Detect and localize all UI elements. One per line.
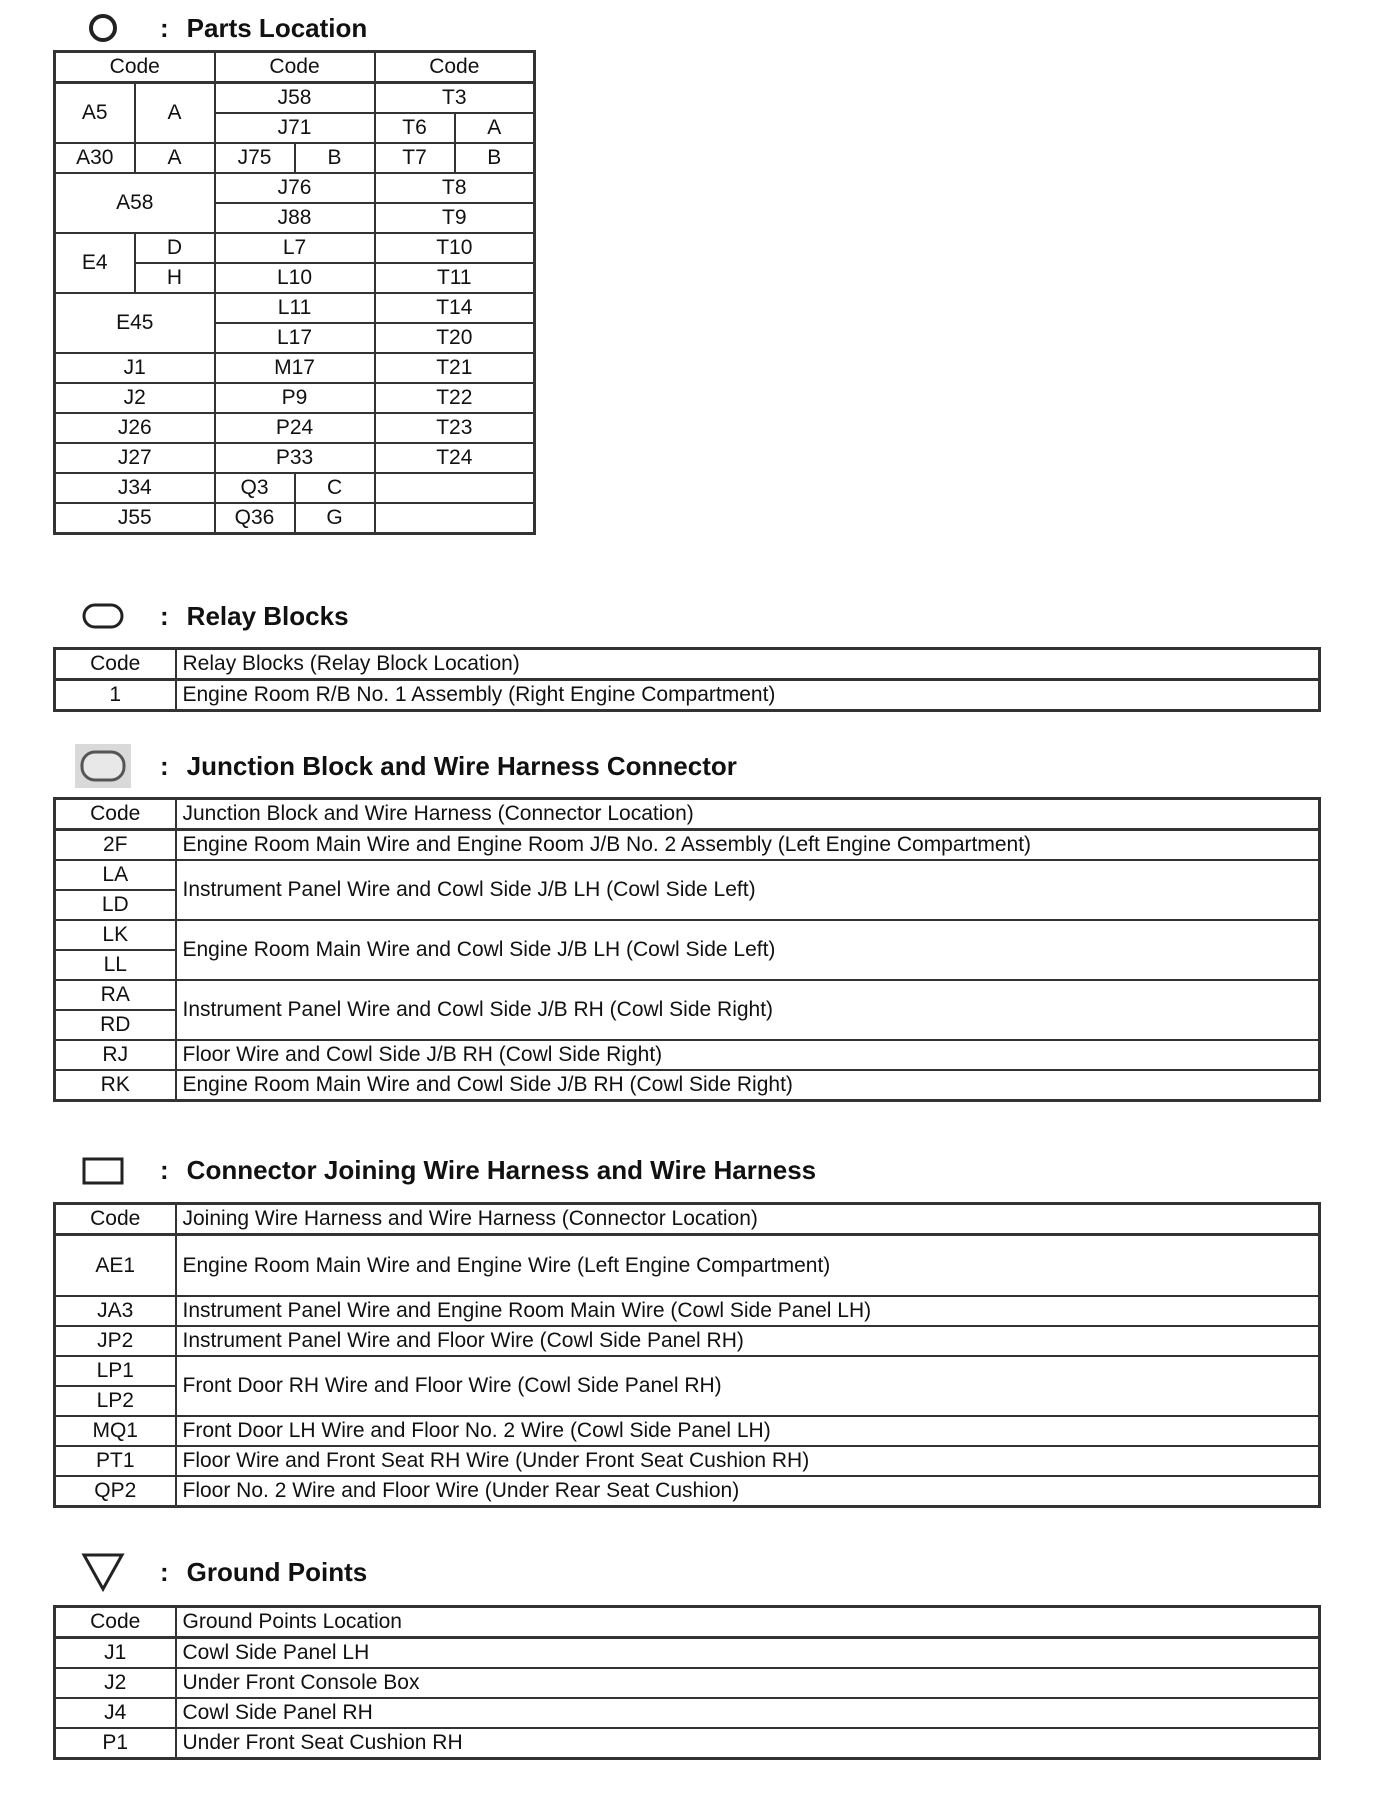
table-row xyxy=(55,1235,1320,1297)
location-cell: Engine Room Main Wire and Cowl Side J/B LH (Cowl Side Left) xyxy=(176,920,1320,980)
location-cell: Instrument Panel Wire and Cowl Side J/B LH (Cowl Side Left) xyxy=(176,860,1320,920)
table-row xyxy=(55,173,535,203)
code-cell: M17 xyxy=(215,353,375,383)
rectangle-icon xyxy=(74,1150,132,1190)
table-row xyxy=(55,413,535,443)
connector-joining-table xyxy=(53,1202,1321,1508)
location-cell: Instrument Panel Wire and Floor Wire (Cowl Side Panel RH) xyxy=(176,1326,1320,1356)
code-cell: J2 xyxy=(55,383,215,413)
code-cell: J71 xyxy=(215,113,375,143)
table-row xyxy=(55,1638,1320,1669)
code-cell: T11 xyxy=(375,263,535,293)
code-cell: RJ xyxy=(55,1040,176,1070)
code-cell: Q36 xyxy=(215,503,295,534)
location-cell: Cowl Side Panel LH xyxy=(176,1638,1320,1669)
table-row xyxy=(55,830,1320,861)
table-header-row xyxy=(55,649,1320,680)
location-cell: Floor Wire and Cowl Side J/B RH (Cowl Side Right) xyxy=(176,1040,1320,1070)
connector-joining-heading xyxy=(74,1150,816,1190)
header-cell: Code xyxy=(55,1607,176,1638)
code-cell: T14 xyxy=(375,293,535,323)
code-cell: T23 xyxy=(375,413,535,443)
sub-cell: B xyxy=(295,143,375,173)
header-cell: Code xyxy=(55,1204,176,1235)
sub-cell: A xyxy=(135,83,215,144)
code-cell: LA xyxy=(55,860,176,890)
location-cell: Instrument Panel Wire and Cowl Side J/B RH (Cowl Side Right) xyxy=(176,980,1320,1040)
table-header-row xyxy=(55,1607,1320,1638)
code-cell: P9 xyxy=(215,383,375,413)
header-cell: Code xyxy=(375,52,535,83)
section-title-parts-location: Parts Location xyxy=(186,12,368,43)
code-cell: T3 xyxy=(375,83,535,114)
header-cell: Relay Blocks (Relay Block Location) xyxy=(176,649,1320,680)
code-cell: 1 xyxy=(55,680,176,711)
table-row xyxy=(55,443,535,473)
location-cell: Front Door RH Wire and Floor Wire (Cowl Side Panel RH) xyxy=(176,1356,1320,1416)
ground-points-table xyxy=(53,1605,1321,1760)
table-row xyxy=(55,1698,1320,1728)
code-cell: J27 xyxy=(55,443,215,473)
table-row xyxy=(55,473,535,503)
code-cell: J55 xyxy=(55,503,215,534)
code-cell: T8 xyxy=(375,173,535,203)
parts-location-table xyxy=(53,50,536,535)
header-cell: Joining Wire Harness and Wire Harness (Connector Location) xyxy=(176,1204,1320,1235)
code-cell: J88 xyxy=(215,203,375,233)
location-cell: Cowl Side Panel RH xyxy=(176,1698,1320,1728)
heading-colon: : xyxy=(160,1154,169,1185)
location-cell: Engine Room Main Wire and Engine Room J/B No. 2 Assembly (Left Engine Compartment) xyxy=(176,830,1320,861)
header-cell: Ground Points Location xyxy=(176,1607,1320,1638)
code-cell: J34 xyxy=(55,473,215,503)
code-cell: T7 xyxy=(375,143,455,173)
sub-cell: A xyxy=(135,143,215,173)
code-cell: T6 xyxy=(375,113,455,143)
code-cell: P24 xyxy=(215,413,375,443)
table-row xyxy=(55,503,535,534)
code-cell: J2 xyxy=(55,1668,176,1698)
code-cell: E45 xyxy=(55,293,215,353)
rounded-rect-icon xyxy=(74,596,132,636)
sub-cell: G xyxy=(295,503,375,534)
sub-cell: B xyxy=(455,143,535,173)
table-row xyxy=(55,233,535,263)
section-title-relay-blocks: Relay Blocks xyxy=(186,600,349,631)
code-cell: LP1 xyxy=(55,1356,176,1386)
code-cell: T22 xyxy=(375,383,535,413)
parts-location-heading xyxy=(74,8,367,48)
heading-colon: : xyxy=(160,600,169,631)
code-cell: LL xyxy=(55,950,176,980)
heading-colon: : xyxy=(160,12,169,43)
table-header-row xyxy=(55,52,535,83)
code-cell: E4 xyxy=(55,233,135,293)
code-cell: J58 xyxy=(215,83,375,114)
location-cell: Floor No. 2 Wire and Floor Wire (Under Rear Seat Cushion) xyxy=(176,1476,1320,1507)
location-cell: Under Front Console Box xyxy=(176,1668,1320,1698)
code-cell: T20 xyxy=(375,323,535,353)
location-cell: Engine Room Main Wire and Engine Wire (Left Engine Compartment) xyxy=(176,1235,1320,1297)
table-row xyxy=(55,293,535,323)
triangle-down-icon xyxy=(74,1552,132,1592)
table-row xyxy=(55,1070,1320,1101)
code-cell: A58 xyxy=(55,173,215,233)
table-row xyxy=(55,383,535,413)
sub-cell: A xyxy=(455,113,535,143)
code-cell: P33 xyxy=(215,443,375,473)
relay-blocks-heading xyxy=(74,596,349,636)
code-cell: T9 xyxy=(375,203,535,233)
code-cell: A5 xyxy=(55,83,135,144)
empty-cell xyxy=(375,503,535,534)
empty-cell xyxy=(375,473,535,503)
code-cell: J76 xyxy=(215,173,375,203)
table-row xyxy=(55,980,1320,1010)
location-cell: Floor Wire and Front Seat RH Wire (Under Front Seat Cushion RH) xyxy=(176,1446,1320,1476)
table-row xyxy=(55,860,1320,890)
header-cell: Code xyxy=(55,799,176,830)
code-cell: RD xyxy=(55,1010,176,1040)
code-cell: JA3 xyxy=(55,1296,176,1326)
table-row xyxy=(55,1446,1320,1476)
header-cell: Junction Block and Wire Harness (Connector Location) xyxy=(176,799,1320,830)
code-cell: T21 xyxy=(375,353,535,383)
table-row xyxy=(55,353,535,383)
table-row xyxy=(55,680,1320,711)
shaded-rounded-rect-icon xyxy=(74,746,132,786)
location-cell: Engine Room Main Wire and Cowl Side J/B RH (Cowl Side Right) xyxy=(176,1070,1320,1101)
section-title-ground-points: Ground Points xyxy=(186,1556,368,1587)
code-cell: 2F xyxy=(55,830,176,861)
location-cell: Instrument Panel Wire and Engine Room Main Wire (Cowl Side Panel LH) xyxy=(176,1296,1320,1326)
table-row xyxy=(55,1728,1320,1759)
code-cell: MQ1 xyxy=(55,1416,176,1446)
table-row xyxy=(55,920,1320,950)
code-cell: J75 xyxy=(215,143,295,173)
table-row xyxy=(55,1668,1320,1698)
code-cell: T24 xyxy=(375,443,535,473)
junction-block-heading xyxy=(74,746,737,786)
location-cell: Under Front Seat Cushion RH xyxy=(176,1728,1320,1759)
table-row xyxy=(55,143,535,173)
section-title-junction-block: Junction Block and Wire Harness Connector xyxy=(186,750,737,781)
table-header-row xyxy=(55,1204,1320,1235)
code-cell: Q3 xyxy=(215,473,295,503)
header-cell: Code xyxy=(55,649,176,680)
code-cell: P1 xyxy=(55,1728,176,1759)
table-row xyxy=(55,1040,1320,1070)
section-title-connector-joining: Connector Joining Wire Harness and Wire Harness xyxy=(186,1154,817,1185)
relay-blocks-table xyxy=(53,647,1321,712)
sub-cell: C xyxy=(295,473,375,503)
location-cell: Front Door LH Wire and Floor No. 2 Wire (Cowl Side Panel LH) xyxy=(176,1416,1320,1446)
code-cell: L11 xyxy=(215,293,375,323)
sub-cell: H xyxy=(135,263,215,293)
code-cell: RK xyxy=(55,1070,176,1101)
code-cell: AE1 xyxy=(55,1235,176,1297)
code-cell: PT1 xyxy=(55,1446,176,1476)
table-row xyxy=(55,1476,1320,1507)
header-cell: Code xyxy=(215,52,375,83)
code-cell: T10 xyxy=(375,233,535,263)
table-row xyxy=(55,83,535,114)
sub-cell: D xyxy=(135,233,215,263)
ground-points-heading xyxy=(74,1552,367,1592)
table-header-row xyxy=(55,799,1320,830)
code-cell: J26 xyxy=(55,413,215,443)
header-cell: Code xyxy=(55,52,215,83)
circle-icon xyxy=(74,8,132,48)
code-cell: L17 xyxy=(215,323,375,353)
table-row xyxy=(55,1356,1320,1386)
code-cell: LP2 xyxy=(55,1386,176,1416)
code-cell: LK xyxy=(55,920,176,950)
location-cell: Engine Room R/B No. 1 Assembly (Right Engine Compartment) xyxy=(176,680,1320,711)
code-cell: J1 xyxy=(55,1638,176,1669)
code-cell: QP2 xyxy=(55,1476,176,1507)
code-cell: L10 xyxy=(215,263,375,293)
code-cell: J4 xyxy=(55,1698,176,1728)
code-cell: LD xyxy=(55,890,176,920)
table-row xyxy=(55,1296,1320,1326)
junction-block-table xyxy=(53,797,1321,1102)
code-cell: JP2 xyxy=(55,1326,176,1356)
code-cell: L7 xyxy=(215,233,375,263)
code-cell: A30 xyxy=(55,143,135,173)
heading-colon: : xyxy=(160,1556,169,1587)
code-cell: RA xyxy=(55,980,176,1010)
heading-colon: : xyxy=(160,750,169,781)
table-row xyxy=(55,1326,1320,1356)
table-row xyxy=(55,1416,1320,1446)
code-cell: J1 xyxy=(55,353,215,383)
